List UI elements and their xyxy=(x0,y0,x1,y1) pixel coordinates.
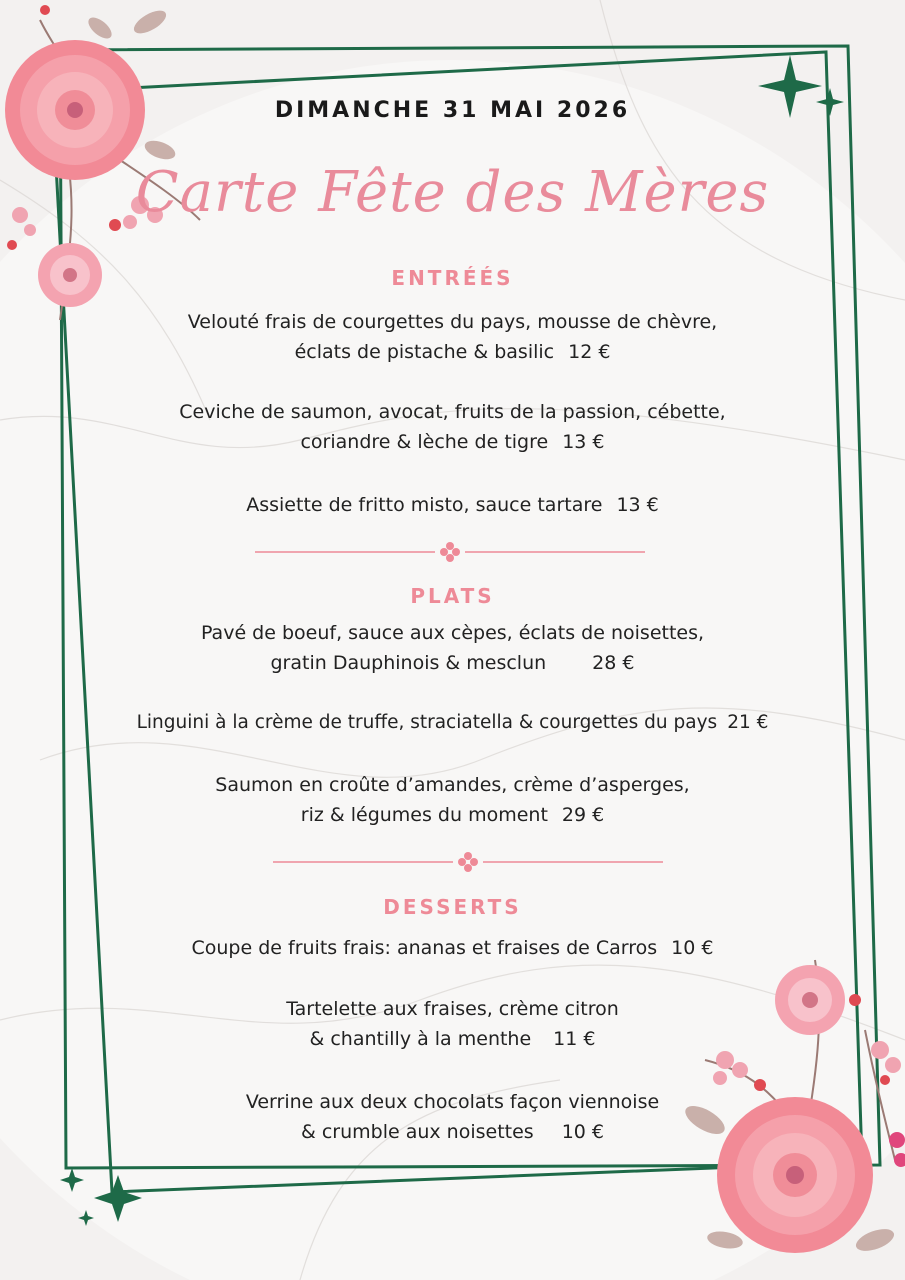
menu-item xyxy=(0,397,905,457)
item-description: Linguini à la crème de truffe, straciatella & courgettes du pays xyxy=(136,712,718,733)
menu-item xyxy=(0,307,905,367)
section-title-entrees: ENTRÉÉS xyxy=(391,266,514,290)
item-price: 10 € xyxy=(561,1121,605,1143)
item-price: 28 € xyxy=(592,652,635,674)
ornament-divider xyxy=(268,852,668,872)
item-description: riz & légumes du moment xyxy=(300,804,548,826)
item-description: éclats de pistache & basilic xyxy=(294,341,555,363)
ornament-divider xyxy=(250,542,650,562)
menu-item xyxy=(0,770,905,830)
item-price: 12 € xyxy=(568,341,611,363)
menu-date: DIMANCHE 31 MAI 2026 xyxy=(274,98,631,123)
menu-item xyxy=(0,1087,905,1147)
section-title-desserts: DESSERTS xyxy=(383,895,522,919)
item-description: Coupe de fruits frais: ananas et fraises de Carros xyxy=(191,937,658,959)
item-description: Assiette de fritto misto, sauce tartare xyxy=(246,494,603,516)
item-description: Ceviche de saumon, avocat, fruits de la passion, cébette, xyxy=(179,401,726,423)
section-title-plats: PLATS xyxy=(410,584,495,608)
item-price: 10 € xyxy=(671,937,714,959)
item-price: 21 € xyxy=(727,712,769,733)
item-description: Verrine aux deux chocolats façon viennoise xyxy=(245,1091,660,1113)
item-description: Saumon en croûte d’amandes, crème d’asperges, xyxy=(215,774,690,796)
item-price: 11 € xyxy=(553,1028,596,1050)
menu-item xyxy=(0,618,905,678)
item-description: & crumble aux noisettes xyxy=(300,1121,534,1143)
item-description: Pavé de boeuf, sauce aux cèpes, éclats de noisettes, xyxy=(200,622,705,644)
item-price: 29 € xyxy=(561,804,605,826)
item-price: 13 € xyxy=(562,431,605,453)
item-description: Tartelette aux fraises, crème citron xyxy=(286,998,619,1020)
menu-item xyxy=(0,933,905,963)
menu-item xyxy=(0,490,905,520)
item-description: gratin Dauphinois & mesclun xyxy=(270,652,547,674)
menu-item xyxy=(0,994,905,1054)
menu-item xyxy=(0,708,905,738)
item-description: & chantilly à la menthe xyxy=(309,1028,532,1050)
item-description: Velouté frais de courgettes du pays, mousse de chèvre, xyxy=(187,311,718,333)
item-price: 13 € xyxy=(616,494,659,516)
menu-title: Carte Fête des Mères xyxy=(135,160,770,225)
item-description: coriandre & lèche de tigre xyxy=(300,431,549,453)
